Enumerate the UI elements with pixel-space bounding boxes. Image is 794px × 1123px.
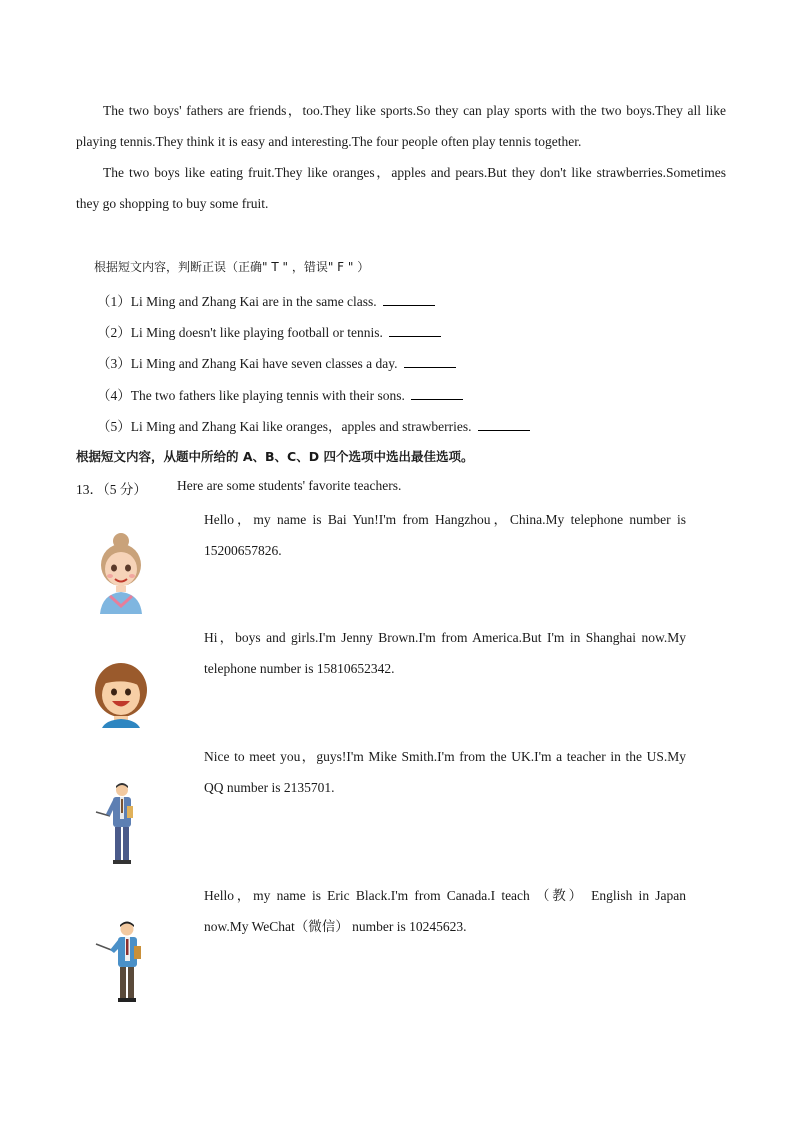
passage-paragraph-1 <box>76 95 726 157</box>
teacher-4-intro: Hello，my name is Eric Black.I'm from Canada.I teach （教） English in Japan now.My WeChat（微信） number is 10245623. <box>204 888 686 934</box>
answer-blank-2[interactable] <box>389 326 441 337</box>
girl-brown-hair-avatar-icon <box>92 660 150 728</box>
tf-item-4-text: （4）The two fathers like playing tennis with their sons. <box>97 388 405 403</box>
tf-item-5-text: （5）Li Ming and Zhang Kai like oranges，apples and strawberries. <box>97 419 472 434</box>
passage-paragraph-2 <box>76 157 726 219</box>
answer-blank-1[interactable] <box>383 295 435 306</box>
tf-item-3 <box>97 352 456 372</box>
tf-item-5 <box>97 415 530 435</box>
male-teacher-pointer-icon <box>94 920 150 1004</box>
male-teacher-pointer-icon <box>94 782 142 866</box>
teacher-1-intro: Hello，my name is Bai Yun!I'm from Hangzhou，China.My telephone number is 15200657826. <box>204 512 686 558</box>
girl-bun-avatar-icon <box>92 532 150 614</box>
tf-item-2-text: （2）Li Ming doesn't like playing football or tennis. <box>97 325 383 340</box>
tf-item-3-text: （3）Li Ming and Zhang Kai have seven classes a day. <box>97 356 398 371</box>
tf-item-2 <box>97 321 441 341</box>
tf-item-1-text: （1）Li Ming and Zhang Kai are in the same class. <box>97 294 377 309</box>
teacher-3-intro: Nice to meet you，guys!I'm Mike Smith.I'm from the UK.I'm a teacher in the US.My QQ number is 2135701. <box>204 749 686 795</box>
teacher-2-intro: Hi，boys and girls.I'm Jenny Brown.I'm from America.But I'm in Shanghai now.My telephone number is 15810652342. <box>204 630 686 676</box>
answer-blank-4[interactable] <box>411 389 463 400</box>
answer-blank-5[interactable] <box>478 420 530 431</box>
mc-section-heading: 根据短文内容，从题中所给的 A、B、C、D 四个选项中选出最佳选项。 <box>76 449 474 464</box>
tf-item-1 <box>97 290 435 310</box>
tf-instruction: 根据短文内容，判断正误（正确" T " ，错误" F " ） <box>94 260 370 274</box>
answer-blank-3[interactable] <box>404 357 456 368</box>
question-13-number: 13．（5 分） <box>76 482 147 497</box>
question-13-prompt: Here are some students' favorite teachers. <box>177 478 402 493</box>
passage-paragraph-2-text: The two boys like eating fruit.They like oranges，apples and pears.But they don't like strawberries.Sometimes they go shopping to buy some fruit. <box>76 165 726 211</box>
tf-item-4 <box>97 384 463 404</box>
passage-paragraph-1-text: The two boys' fathers are friends，too.They like sports.So they can play sports with the two boys.They all like playing tennis.They think it is easy and interesting.The four people often play tennis together. <box>76 103 726 149</box>
